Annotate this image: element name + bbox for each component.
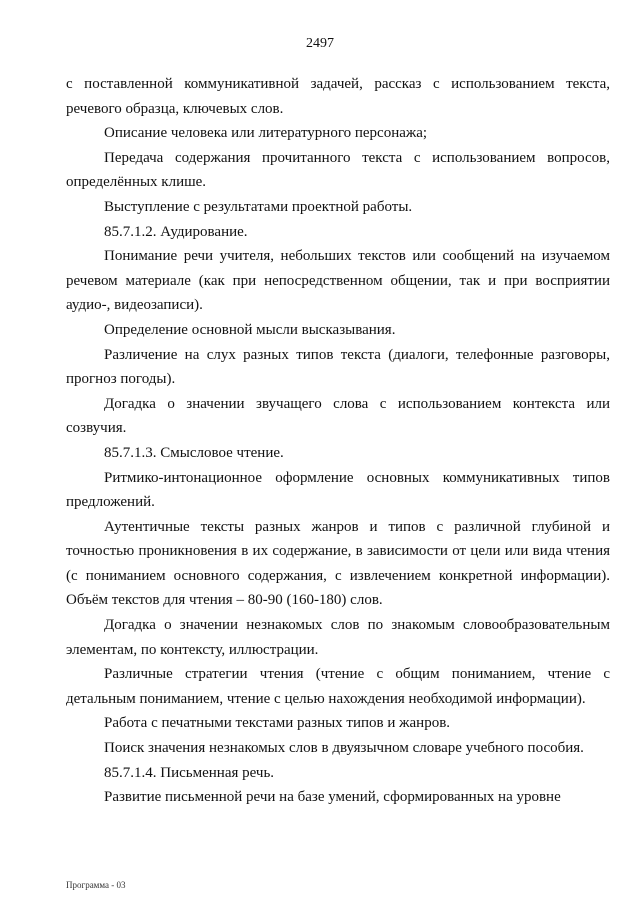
paragraph: Описание человека или литературного персонажа; xyxy=(104,125,428,142)
paragraph: Передача содержания прочитанного текста с использованием вопросов, определённых клише. xyxy=(66,149,610,191)
paragraph: Различение на слух разных типов текста (диалоги, телефонные разговоры, прогноз погоды). xyxy=(66,346,610,388)
paragraph: Выступление с результатами проектной работы. xyxy=(104,198,413,215)
paragraph: с поставленной коммуникативной задачей, рассказ с использованием текста, речевого образца, ключевых слов. xyxy=(66,76,610,117)
footer-label: Программа - 03 xyxy=(66,880,126,890)
paragraph: Поиск значения незнакомых слов в двуязычном словаре учебного пособия. xyxy=(104,740,584,757)
section-heading: 85.7.1.4. Письменная речь. xyxy=(104,764,275,781)
paragraph: Понимание речи учителя, небольших текстов или сообщений на изучаемом речевом материале (как при непосредственном общении, так и при восприятии аудио-, видеозаписи). xyxy=(66,248,610,314)
paragraph: Догадка о значении звучащего слова с использованием контекста или созвучия. xyxy=(66,395,610,437)
section-heading: 85.7.1.3. Смысловое чтение. xyxy=(104,444,284,461)
paragraph: Догадка о значении незнакомых слов по знакомым словообразовательным элементам, по контексту, иллюстрации. xyxy=(66,617,610,658)
section-heading: 85.7.1.2. Аудирование. xyxy=(104,223,248,240)
page-number: 2497 xyxy=(306,36,334,51)
paragraph: Аутентичные тексты разных жанров и типов с различной глубиной и точностью проникновения в их содержание, в зависимости от цели или вида чтения (с пониманием основного содержания, с извлечением конкретной информации). Объём текстов для чтения – 80-90 (160-180) слов. xyxy=(66,518,610,609)
document-body xyxy=(66,72,610,810)
paragraph: Развитие письменной речи на базе умений, сформированных на уровне xyxy=(104,789,561,806)
paragraph: Работа с печатными текстами разных типов и жанров. xyxy=(104,715,451,732)
paragraph: Определение основной мысли высказывания. xyxy=(104,321,396,338)
paragraph: Различные стратегии чтения (чтение с общим пониманием, чтение с детальным пониманием, чтение с целью нахождения необходимой информации). xyxy=(66,666,610,707)
paragraph: Ритмико-интонационное оформление основных коммуникативных типов предложений. xyxy=(66,469,610,511)
